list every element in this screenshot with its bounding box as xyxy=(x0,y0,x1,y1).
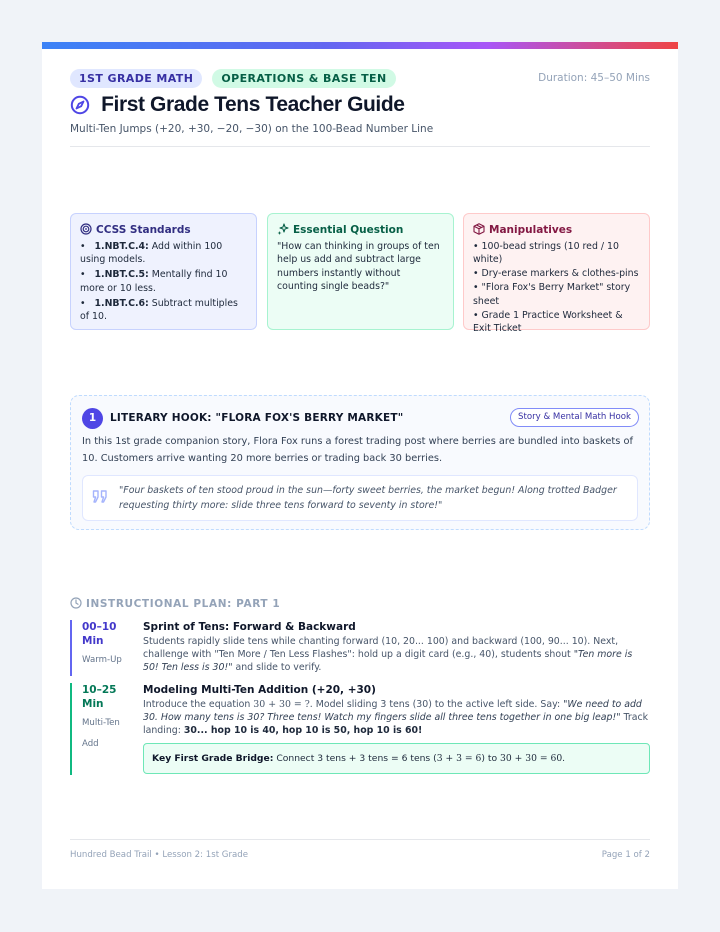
page-subtitle: Multi-Ten Jumps (+20, +30, −20, −30) on the 100-Bead Number Line xyxy=(70,123,434,135)
manipulative-item: • 100-bead strings (10 red / 10 white) xyxy=(473,241,619,266)
step-title: Modeling Multi-Ten Addition (+20, +30) xyxy=(143,684,376,696)
manipulative-item: • Dry-erase markers & clothes-pins xyxy=(473,268,639,280)
hook-title: LITERARY HOOK: "FLORA FOX'S BERRY MARKET" xyxy=(110,412,404,424)
footer-lesson-label: Hundred Bead Trail • Lesson 2: 1st Grade xyxy=(70,850,249,860)
accent-gradient-bar xyxy=(42,42,678,49)
standards-list xyxy=(80,240,247,323)
step-accent-bar xyxy=(70,620,72,676)
essential-question-card xyxy=(267,213,454,330)
clock-icon xyxy=(70,597,82,609)
key-bridge-callout: Key First Grade Bridge: Connect 3 tens + 3 tens = 6 tens (3 + 3 = 6) to 30 + 30 = 60. xyxy=(143,743,650,774)
manipulatives-card xyxy=(463,213,650,334)
overview-cards xyxy=(70,213,650,334)
manipulatives-card-heading xyxy=(473,223,640,238)
footer-page-number: Page 1 of 2 xyxy=(601,850,650,860)
standards-card-title: CCSS Standards xyxy=(96,224,191,236)
step-body xyxy=(143,620,650,674)
sparkle-icon xyxy=(277,223,289,235)
compass-icon xyxy=(70,95,90,115)
standard-item: • 1.NBT.C.4: Add within 100 using models. xyxy=(80,241,223,266)
step-title: Sprint of Tens: Forward & Backward xyxy=(143,621,356,633)
step-time: 00–10 Min xyxy=(82,621,117,647)
standard-item: • 1.NBT.C.5: Mentally find 10 more or 10 less. xyxy=(80,269,228,294)
step-accent-bar xyxy=(70,683,72,775)
step-body xyxy=(143,683,650,774)
box-icon xyxy=(473,223,485,235)
step-description: Introduce the equation 30 + 30 = ?. Model sliding 3 tens (30) to the active left side. Say: "We need to add 30. How many tens is 30? Three tens! Watch my fingers slide all three tens together in one big leap!" Track landing: 30... hop 10 is 40, hop 10 is 50, hop 10 is 60! xyxy=(143,698,649,737)
question-card-heading xyxy=(277,223,444,238)
story-quote-box xyxy=(82,475,638,521)
essential-question-text: "How can thinking in groups of ten help us add and subtract large numbers instantly without counting single beads?" xyxy=(277,241,440,293)
literary-hook-section xyxy=(70,395,650,530)
page-title: First Grade Tens Teacher Guide xyxy=(101,93,405,116)
title-row xyxy=(70,93,405,121)
section-number-badge: 1 xyxy=(82,408,103,429)
duration-label: Duration: 45–50 Mins xyxy=(538,72,650,84)
standard-item: • 1.NBT.C.6: Subtract multiples of 10. xyxy=(80,297,238,323)
document-page xyxy=(42,42,678,889)
step-phase: Multi-Ten xyxy=(82,718,120,728)
step-description: Students rapidly slide tens while chanting forward (10, 20... 100) and backward (100, 90... 10). Next, challenge with "Ten More / Ten Less Flashes": hold up a digit card (e.g., 40), students shout "Ten more is 50! Ten less is 30!" and slide to verify. xyxy=(143,635,633,674)
manipulative-item: • Grade 1 Practice Worksheet & Exit Ticket xyxy=(473,309,623,334)
domain-badge: OPERATIONS & BASE TEN xyxy=(212,69,395,88)
grade-badge: 1ST GRADE MATH xyxy=(70,69,202,88)
story-quote-text: "Four baskets of ten stood proud in the sun—forty sweet berries, the market begun! Along trotted Badger requesting thirty more: slide three tens forward to seventy in store!" xyxy=(119,485,617,511)
instructional-plan-heading xyxy=(70,597,280,611)
hook-description: In this 1st grade companion story, Flora Fox runs a forest trading post where berries are bundled into baskets of 10. Customers arrive wanting 20 more berries or trading back 30 berries. xyxy=(82,436,633,464)
manipulatives-card-title: Manipulatives xyxy=(489,224,573,236)
footer-divider xyxy=(70,839,650,840)
manipulative-item: • "Flora Fox's Berry Market" story sheet xyxy=(473,282,631,307)
step-time: 10–25 Min xyxy=(82,684,117,710)
step-phase: Warm-Up xyxy=(82,655,122,665)
plan-heading-text: INSTRUCTIONAL PLAN: PART 1 xyxy=(86,598,281,610)
hook-tag: Story & Mental Math Hook xyxy=(510,408,639,427)
quote-icon xyxy=(92,488,108,504)
header-row xyxy=(70,69,650,89)
step-phase: Add xyxy=(82,739,99,749)
plan-step-warmup xyxy=(70,620,650,676)
standards-card xyxy=(70,213,257,330)
header-divider xyxy=(70,146,650,147)
plan-step-multi-ten-add xyxy=(70,683,650,775)
manipulatives-list xyxy=(473,240,640,335)
standards-card-heading xyxy=(80,223,247,238)
target-icon xyxy=(80,223,92,235)
question-card-title: Essential Question xyxy=(293,224,404,236)
